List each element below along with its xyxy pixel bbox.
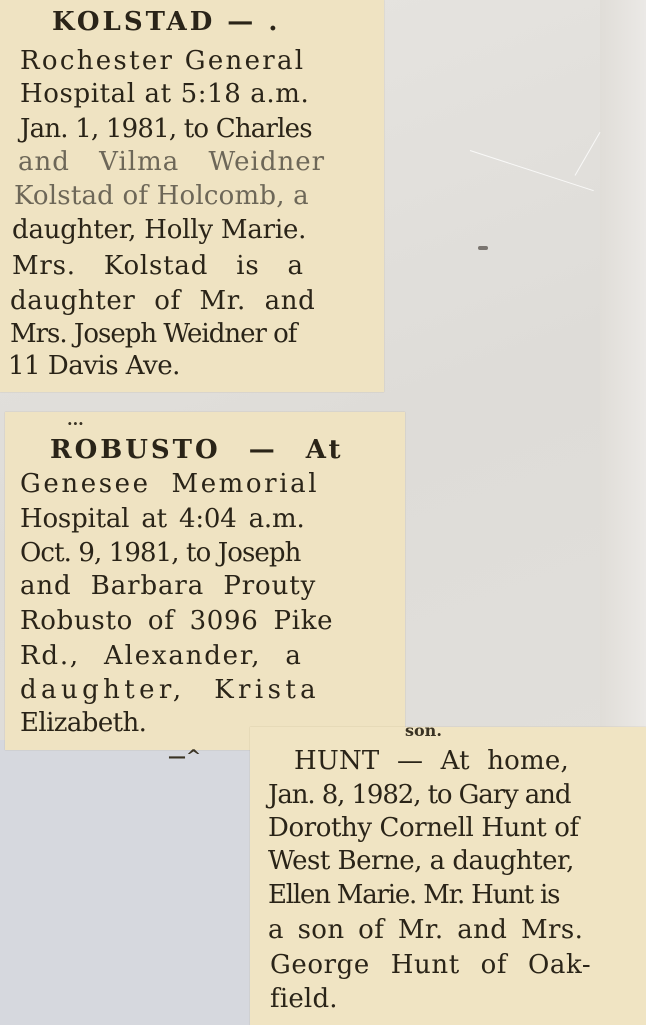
- announcement-line: Hospital at 5:18 a.m.: [20, 79, 310, 109]
- announcement-line: daughter of Mr. and: [10, 286, 316, 316]
- announcement-line: Elizabeth.: [20, 708, 147, 738]
- announcement-line: Rd., Alexander, a: [20, 641, 303, 671]
- announcement-line: Robusto of 3096 Pike: [20, 606, 334, 636]
- announcement-line: Kolstad of Holcomb, a: [14, 181, 309, 211]
- announcement-line: and Barbara Prouty: [20, 571, 317, 601]
- paper-crease: [575, 132, 601, 176]
- announcement-line: Dorothy Cornell Hunt of: [268, 813, 579, 843]
- announcement-line-text: HUNT — At home,: [294, 746, 569, 776]
- announcement-line: Hospital at 4:04 a.m.: [20, 504, 305, 534]
- announcement-line: Mrs. Joseph Weidner of: [10, 319, 297, 349]
- announcement-line: KOLSTAD — .: [52, 7, 281, 37]
- announcement-line: and Vilma Weidner: [18, 147, 326, 177]
- announcement-line: ROBUSTO — At: [50, 435, 344, 465]
- announcement-line: Mrs. Kolstad is a: [12, 251, 304, 281]
- announcement-line: daughter, Krista: [20, 675, 321, 705]
- announcement-line: 11 Davis Ave.: [8, 351, 180, 381]
- announcement-line: Ellen Marie. Mr. Hunt is: [268, 880, 560, 910]
- announcement-line: [294, 745, 569, 778]
- torn-fragment: —^: [168, 746, 202, 767]
- announcement-line: daughter, Holly Marie.: [12, 215, 307, 245]
- torn-fragment: ...: [67, 410, 84, 429]
- paper-crease: [470, 150, 594, 191]
- paper-mark: [478, 246, 488, 250]
- birth-announcement-kolstad: [0, 0, 384, 392]
- announcement-line: George Hunt of Oak-: [270, 950, 592, 980]
- torn-fragment: son.: [405, 721, 442, 740]
- birth-announcement-hunt: [250, 721, 646, 1025]
- announcement-line: Genesee Memorial: [20, 469, 320, 499]
- announcement-line: Rochester General: [20, 46, 306, 76]
- announcement-line: West Berne, a daughter,: [268, 846, 574, 876]
- announcement-line: a son of Mr. and Mrs.: [268, 915, 584, 945]
- announcement-line: Jan. 8, 1982, to Gary and: [268, 780, 571, 810]
- announcement-line: field.: [270, 984, 338, 1014]
- announcement-line: Jan. 1, 1981, to Charles: [20, 114, 312, 144]
- birth-announcement-robusto: [5, 412, 405, 750]
- announcement-line: Oct. 9, 1981, to Joseph: [20, 538, 301, 568]
- background-paper: [0, 740, 260, 1025]
